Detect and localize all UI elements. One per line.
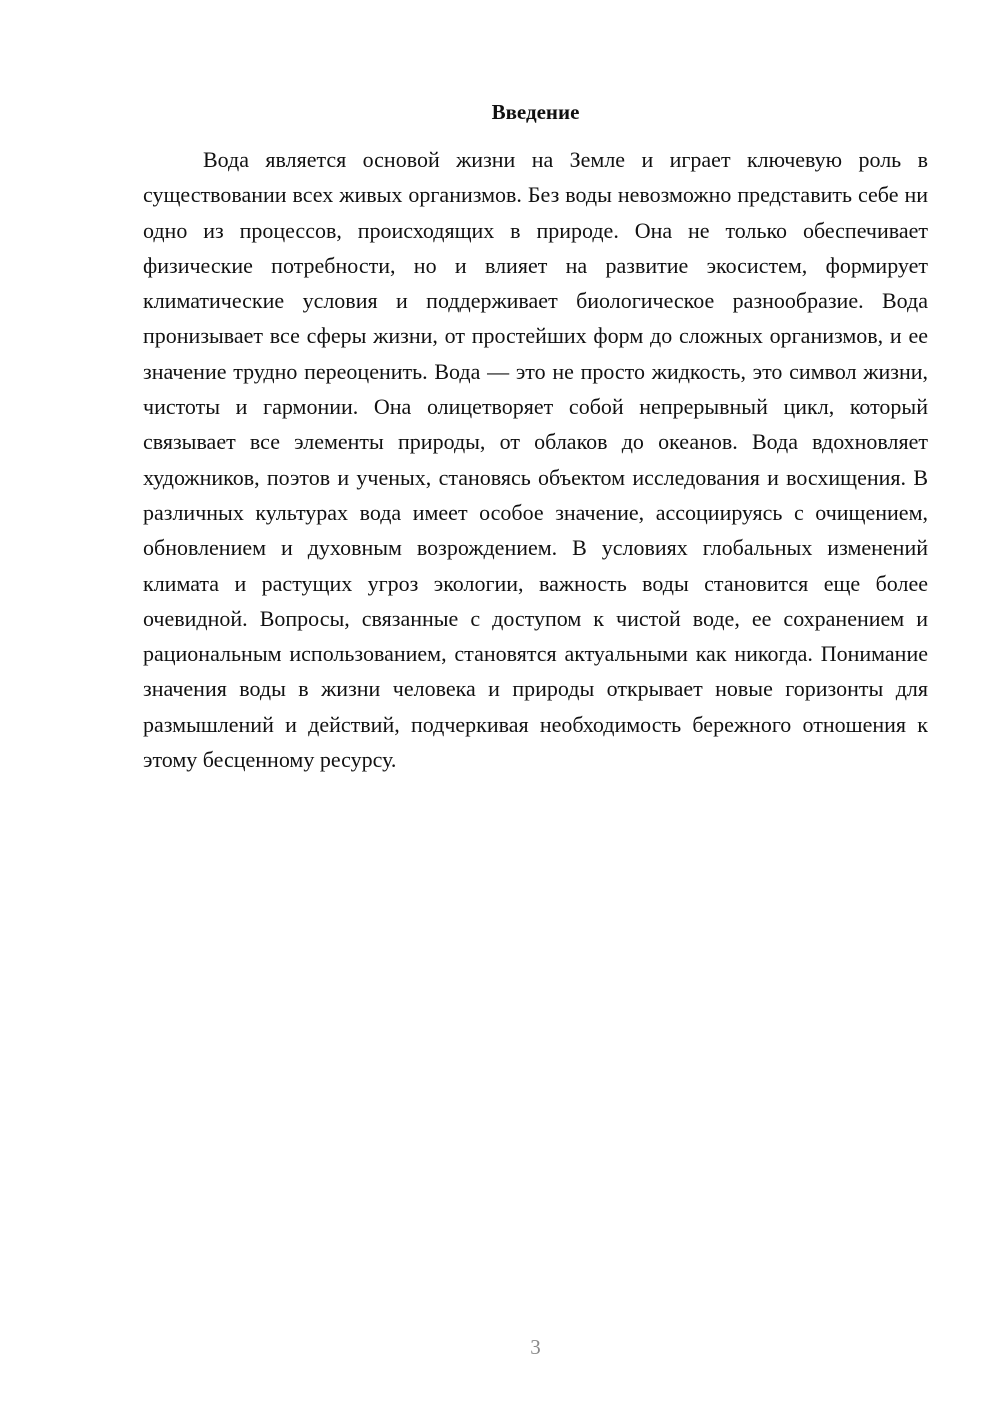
body-paragraph: Вода является основой жизни на Земле и играет ключевую роль в существовании всех живых организмов. Без воды невозможно представить себе ни одно из процессов, происходящих в природе. Она не только обеспечивает физические потребности, но и влияет на развитие экосистем, формирует климатические условия и поддерживает биологическое разнообразие. Вода пронизывает все сферы жизни, от простейших форм до сложных организмов, и ее значение трудно переоценить. Вода — это не просто жидкость, это символ жизни, чистоты и гармонии. Она олицетворяет собой непрерывный цикл, который связывает все элементы природы, от облаков до океанов. Вода вдохновляет художников, поэтов и ученых, становясь объектом исследования и восхищения. В различных культурах вода имеет особое значение, ассоциируясь с очищением, обновлением и духовным возрождением. В условиях глобальных изменений климата и растущих угроз экологии, важность воды становится еще более очевидной. Вопросы, связанные с доступом к чистой воде, ее сохранением и рациональным использованием, становятся актуальными как никогда. Понимание значения воды в жизни человека и природы открывает новые горизонты для размышлений и действий, подчеркивая необходимость бережного отношения к этому бесценному ресурсу. bbox=[143, 147, 928, 773]
page-number: 3 bbox=[530, 1335, 541, 1359]
section-heading: Введение bbox=[491, 100, 580, 124]
